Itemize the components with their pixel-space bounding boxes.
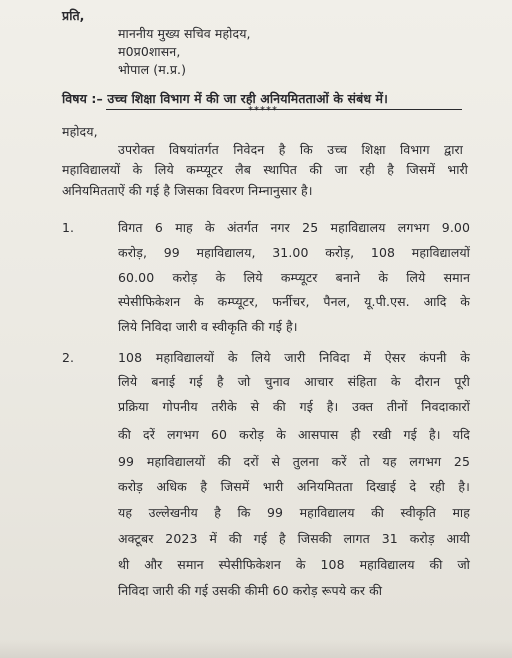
- point-1-line-5: लिये निविदा जारी व स्वीकृति की गई है।: [118, 319, 298, 334]
- point-1-line-3: 60.00 करोड़ के लिये कम्प्यूटर बनाने के लिये समान: [118, 270, 470, 285]
- point-1-line-1: विगत 6 माह के अंतर्गत नगर 25 महाविद्यालय लगभग 9.00: [118, 220, 470, 235]
- addressee-line-3: भोपाल (म.प्र.): [118, 62, 187, 77]
- point-2-number: 2.: [62, 350, 75, 365]
- point-2-line-9: थी और समान स्पेसीफिकेशन के 108 महाविद्यालय की जो: [118, 557, 470, 572]
- addressee-line-2: म0प्र0शासन,: [118, 44, 181, 59]
- intro-line-1: उपरोक्त विषयांतर्गत निवेदन है कि उच्च शिक्षा विभाग द्वारा: [118, 142, 463, 157]
- point-1-line-2: करोड़, 99 महाविद्यालय, 31.00 करोड़, 108 महाविद्यालयों: [118, 245, 470, 260]
- point-2-line-8: अक्टूबर 2023 में की गई है जिसकी लागत 31 करोड़ आयी: [118, 531, 470, 546]
- point-2-line-5: 99 महाविद्यालयों की दरों से तुलना करें तो यह लगभग 25: [118, 454, 470, 469]
- addressee-line-1: माननीय मुख्य सचिव महोदय,: [118, 26, 251, 41]
- subject-underline: [106, 109, 462, 110]
- point-2-line-4: की दरें लगभग 60 करोड़ के आसपास ही रखी गई है। यदि: [118, 427, 470, 442]
- point-2-line-7: यह उल्लेखनीय है कि 99 महाविद्यालय की स्वीकृति माह: [118, 505, 470, 520]
- subject-line: विषय :– उच्च शिक्षा विभाग में की जा रही अनियमितताओं के संबंध में।: [62, 91, 388, 106]
- point-2-line-2: लिये बनाई गई है जो चुनाव आचार संहिता के दौरान पूरी: [118, 374, 470, 389]
- point-2-line-10: निविदा जारी की गई उसकी कीमी 60 करोड़ रूपये कर की: [118, 583, 383, 598]
- salutation-to: प्रति,: [62, 8, 85, 23]
- point-1-line-4: स्पेसीफिकेशन के कम्प्यूटर, फर्नीचर, पैनल, यू.पी.एस. आदि के: [118, 294, 470, 309]
- point-2-line-3: प्रक्रिया गोपनीय तरीके से की गई है। उक्त तीनों निवदाकारों: [118, 399, 470, 414]
- point-2-line-1: 108 महाविद्यालयों के लिये जारी निविदा में ऐसर कंपनी के: [118, 350, 470, 365]
- greeting: महोदय,: [62, 124, 98, 139]
- point-2-line-6: करोड़ अधिक है जिसमें भारी अनियमितता दिखाई दे रही है।: [118, 479, 470, 494]
- point-1-number: 1.: [62, 220, 75, 235]
- subject-stars: *****: [248, 105, 278, 116]
- intro-line-2: महाविद्यालयों के लिये कम्प्यूटर लैब स्थापित की जा रही है जिसमें भारी: [62, 162, 468, 177]
- page-bottom-shadow: [0, 640, 512, 658]
- intro-line-3: अनियमितताऐं की गई है जिसका विवरण निम्नानुसार है।: [62, 183, 313, 198]
